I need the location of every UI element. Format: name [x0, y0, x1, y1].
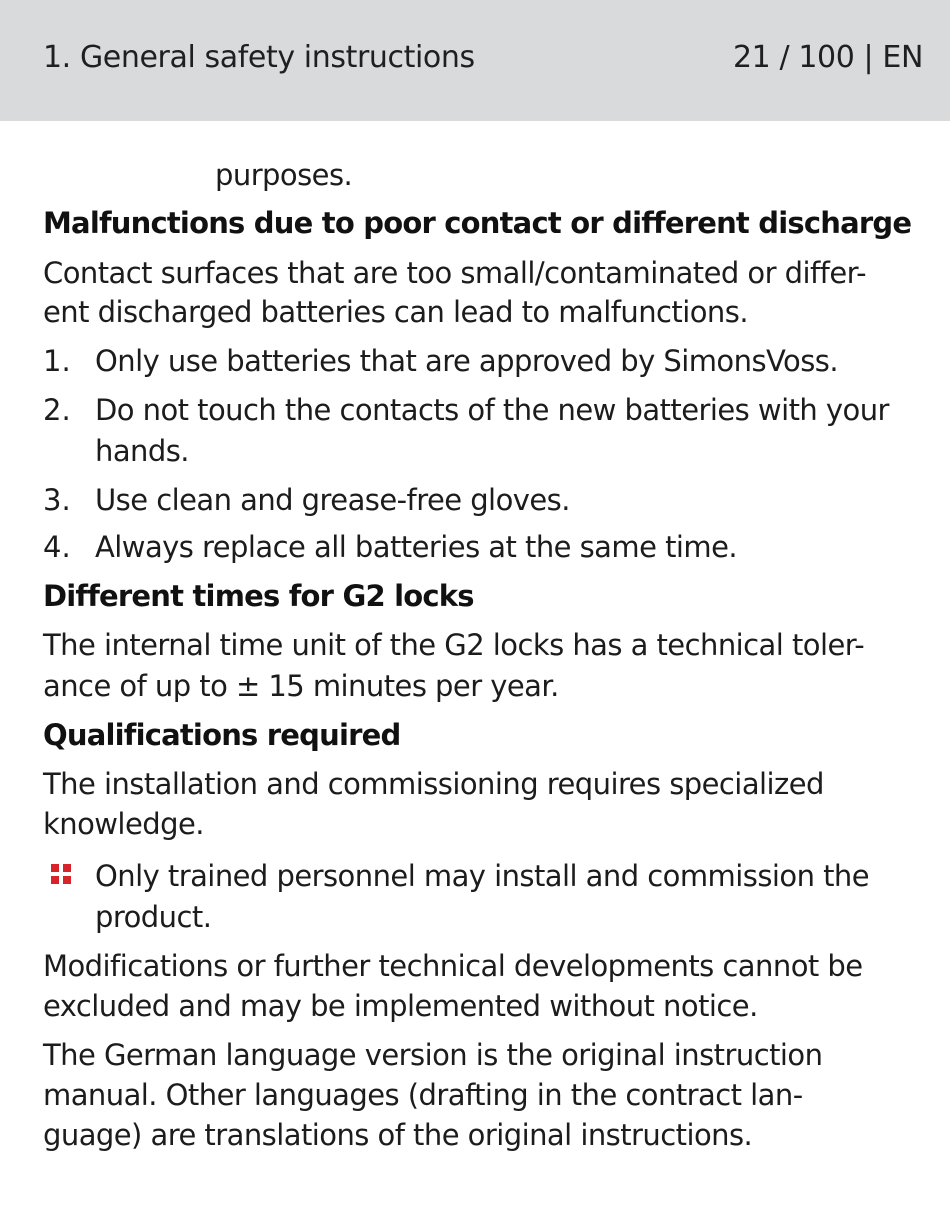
continued-text: purposes. — [215, 158, 353, 192]
step-text: Always replace all batteries at the same time. — [95, 530, 738, 564]
paragraph-line: manual. Other languages (drafting in the contract lan- — [43, 1078, 803, 1112]
heading-malfunctions: Malfunctions due to poor contact or different discharge — [43, 206, 912, 240]
paragraph-line: Contact surfaces that are too small/contaminated or differ- — [43, 256, 867, 290]
step-text: hands. — [95, 434, 189, 468]
step-number: 3. — [43, 483, 71, 517]
page-header — [0, 0, 950, 121]
paragraph-line: excluded and may be implemented without notice. — [43, 989, 758, 1023]
paragraph-line: Modifications or further technical developments cannot be — [43, 949, 863, 983]
paragraph-line: ent discharged batteries can lead to malfunctions. — [43, 295, 748, 329]
step-number: 1. — [43, 344, 71, 378]
paragraph-line: ance of up to ± 15 minutes per year. — [43, 669, 559, 703]
heading-g2-times: Different times for G2 locks — [43, 579, 474, 613]
step-text: Do not touch the contacts of the new batteries with your — [95, 393, 889, 427]
heading-qualifications: Qualifications required — [43, 718, 401, 752]
paragraph-line: The installation and commissioning requires specialized — [43, 767, 824, 801]
paragraph-line: The internal time unit of the G2 locks has a technical toler- — [43, 628, 865, 662]
step-text: Use clean and grease-free gloves. — [95, 483, 570, 517]
paragraph-line: The German language version is the original instruction — [43, 1038, 823, 1072]
bullet-text: Only trained personnel may install and commission the — [95, 859, 870, 893]
bullet-text: product. — [95, 900, 212, 934]
step-text: Only use batteries that are approved by SimonsVoss. — [95, 344, 839, 378]
page-indicator: 21 / 100 | EN — [733, 40, 923, 75]
step-number: 4. — [43, 530, 71, 564]
red-square-bullet-icon — [51, 864, 72, 885]
paragraph-line: guage) are translations of the original instructions. — [43, 1118, 753, 1152]
paragraph-line: knowledge. — [43, 807, 204, 841]
section-title: 1. General safety instructions — [43, 40, 475, 75]
step-number: 2. — [43, 393, 71, 427]
